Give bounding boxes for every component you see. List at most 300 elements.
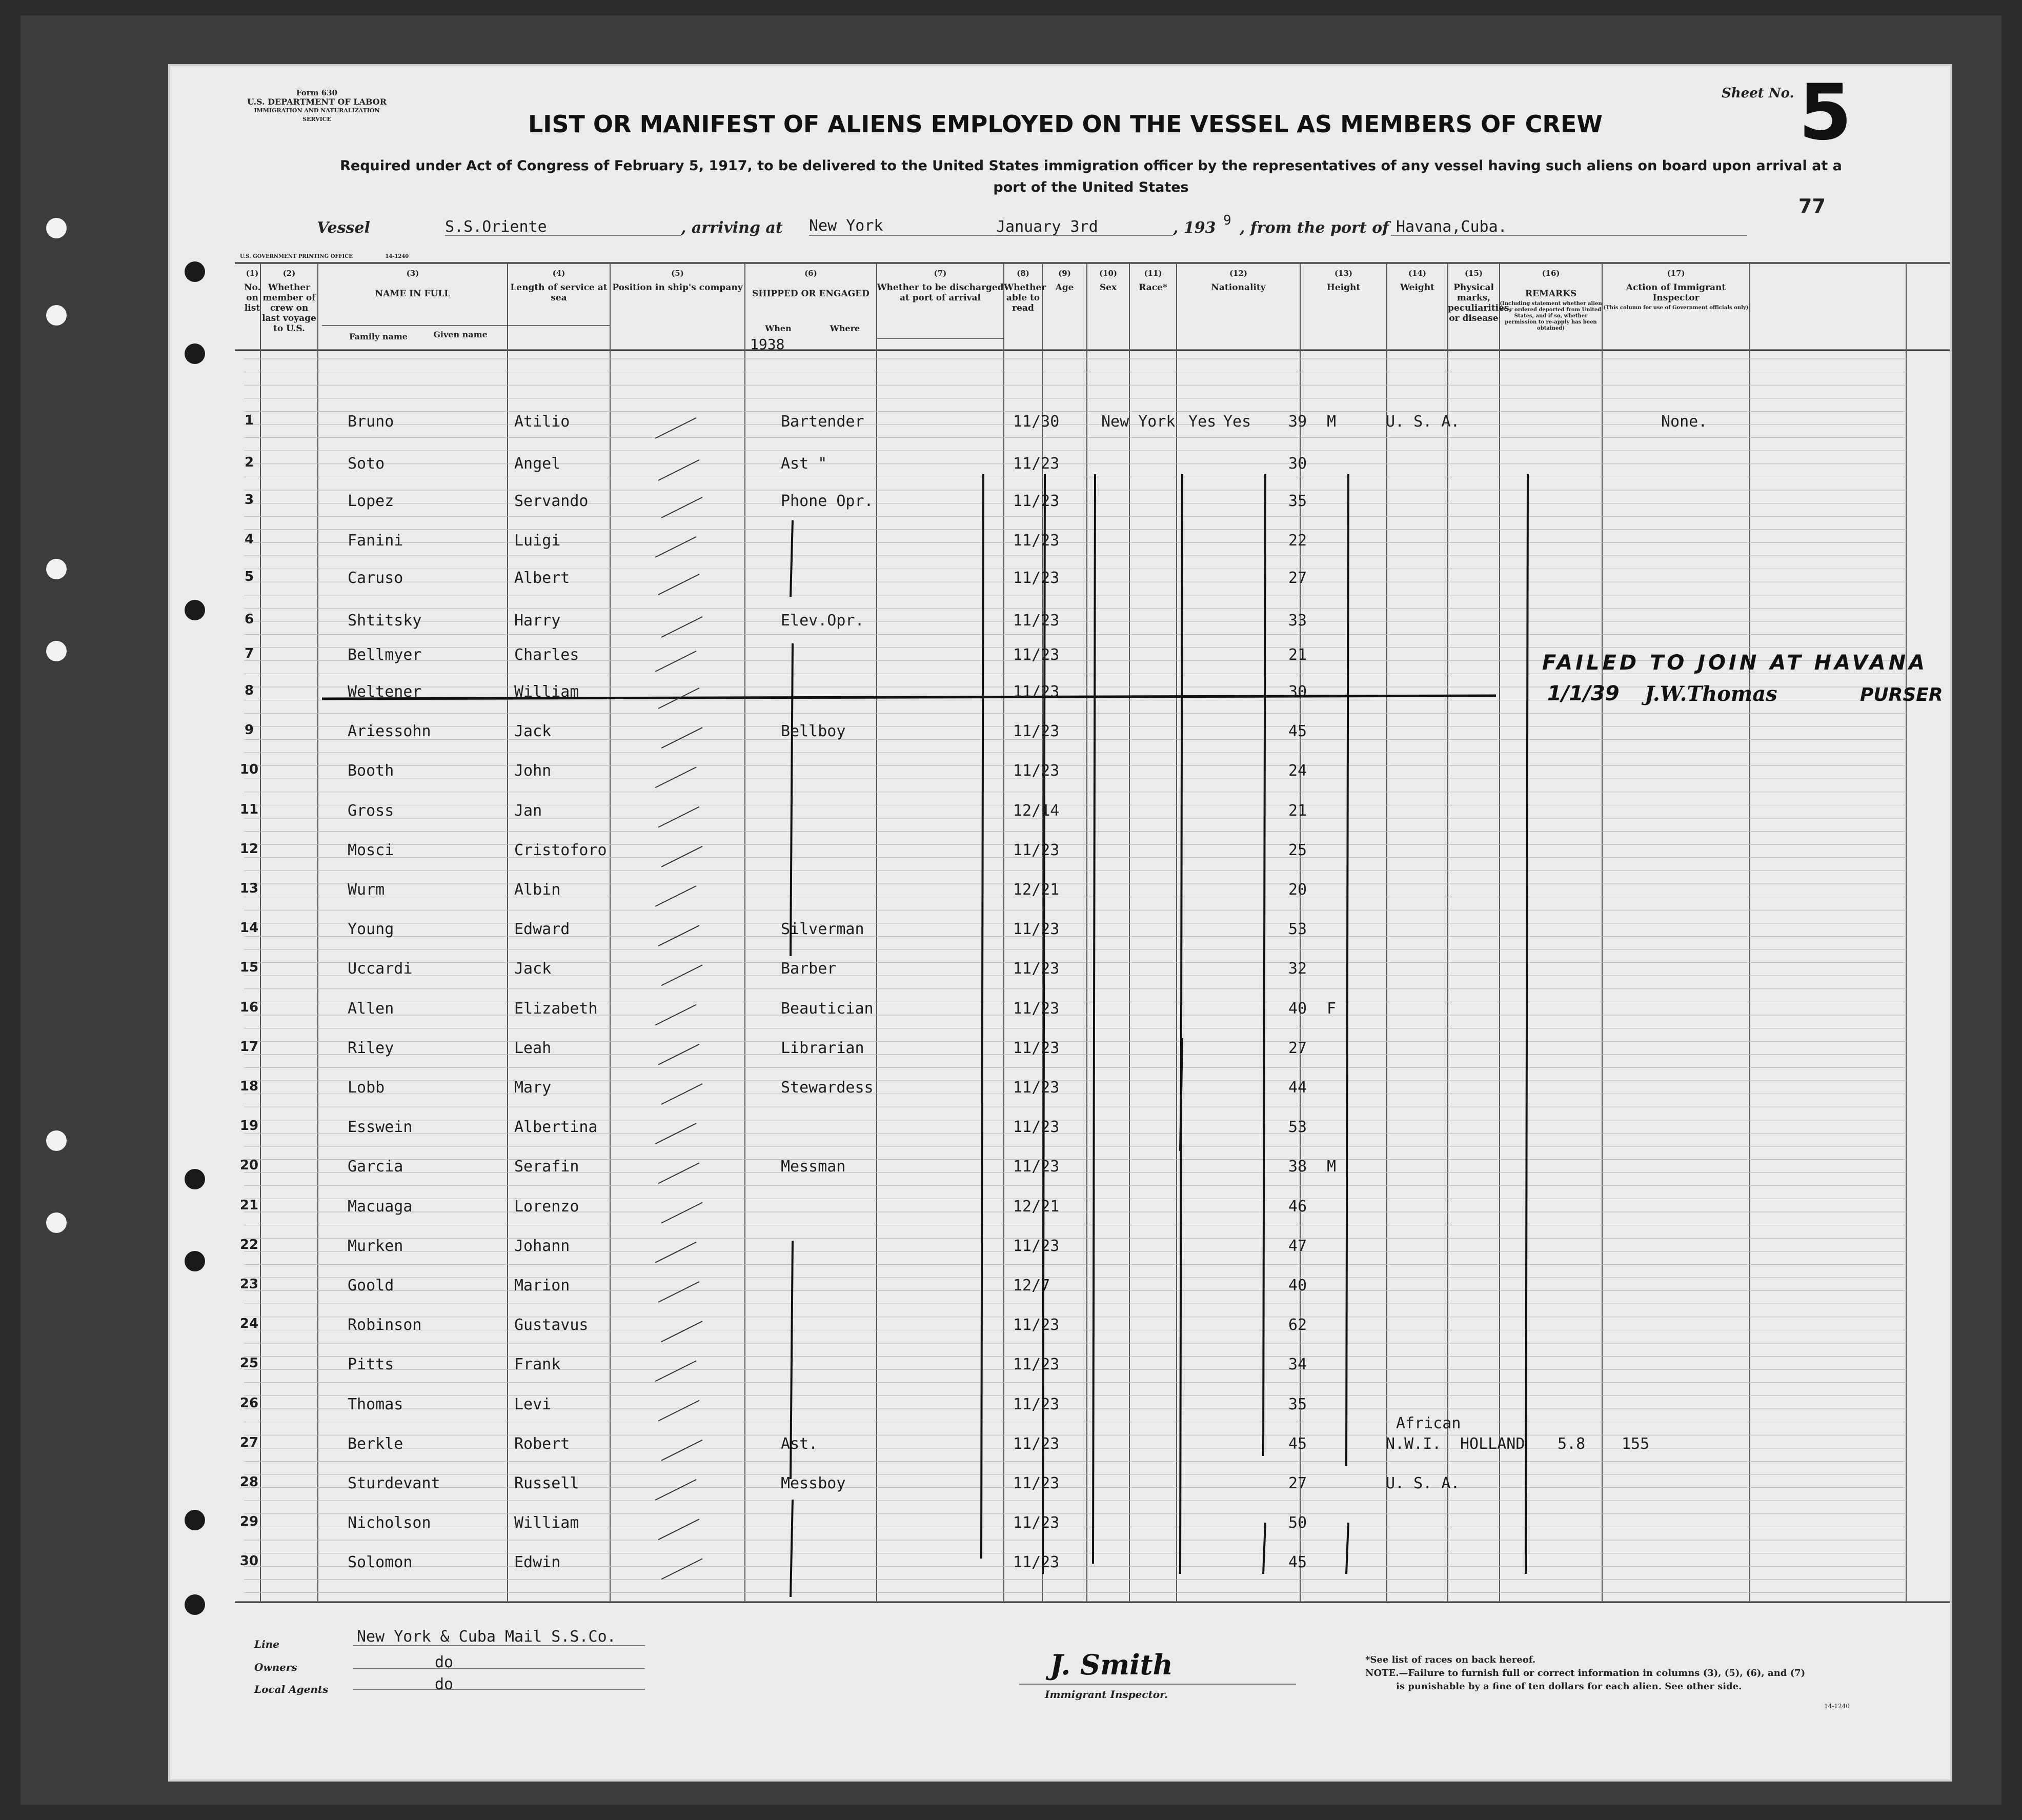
shipped-date: 11/23: [1013, 960, 1060, 978]
age: 21: [1288, 801, 1307, 820]
annotation-date: 1/1/39: [1547, 682, 1620, 705]
col-header-discharged: [877, 268, 1004, 303]
annotation-title: PURSER: [1860, 684, 1943, 705]
row-number: 5: [244, 569, 254, 584]
footer-note-1: *See list of races on back hereof.: [1365, 1654, 1536, 1665]
table-row: [168, 920, 1952, 951]
given-name: Lorenzo: [514, 1197, 579, 1216]
sex: F: [1327, 999, 1337, 1018]
col-header-last-voyage: [260, 268, 318, 334]
form-number: Form 630: [296, 88, 338, 97]
age: 25: [1288, 841, 1307, 859]
family-name: Lobb: [348, 1079, 385, 1097]
footer-notes: [1365, 1653, 1805, 1693]
annotation-line-1: FAILED TO JOIN AT HAVANA: [1542, 651, 1928, 675]
punch-hole: [185, 343, 205, 364]
physical-marks: None.: [1661, 413, 1708, 431]
age: 24: [1288, 762, 1307, 780]
shipped-date: 12/7: [1013, 1277, 1050, 1295]
col-header-weight-label: Weight: [1400, 282, 1435, 293]
table-row: [168, 1118, 1952, 1149]
given-name: Jack: [514, 722, 552, 741]
row-number: 21: [239, 1197, 259, 1213]
col-header-service-label: Length of service at sea: [510, 282, 608, 303]
family-name: Caruso: [348, 569, 403, 587]
family-name: Esswein: [348, 1118, 413, 1137]
sheet-number: 5: [1798, 68, 1852, 157]
given-name: Albert: [514, 569, 570, 587]
race-note: African: [1396, 1414, 1461, 1432]
age: 46: [1288, 1197, 1307, 1216]
col-header-age-number: (9): [1058, 269, 1071, 278]
shipped-date: 11/23: [1013, 455, 1060, 473]
discharged-flag: Yes: [1188, 413, 1217, 431]
given-name-header: Given name: [433, 330, 488, 339]
family-name: Bellmyer: [348, 646, 422, 664]
given-name: Cristoforo: [514, 841, 607, 859]
ship-position: Barber: [781, 960, 837, 978]
age: 34: [1288, 1356, 1307, 1374]
age: 47: [1288, 1237, 1307, 1255]
punch-hole: [185, 1510, 205, 1530]
row-number: 18: [239, 1079, 259, 1094]
col-header-nationality: [1177, 268, 1300, 293]
col-header-nationality-label: Nationality: [1211, 282, 1266, 293]
table-row: [168, 1316, 1952, 1347]
age: 35: [1288, 492, 1307, 510]
ship-position: Phone Opr.: [781, 492, 874, 510]
given-name: William: [514, 1514, 579, 1532]
age: 45: [1288, 1553, 1307, 1572]
ship-position: Messboy: [781, 1474, 846, 1492]
col-header-service-number: (4): [552, 269, 565, 278]
family-name: Sturdevant: [348, 1474, 440, 1492]
row-number: 10: [239, 762, 259, 778]
col-header-sex-label: Sex: [1099, 282, 1117, 293]
table-row: [168, 612, 1952, 642]
col-header-shipped-number: (6): [804, 269, 817, 278]
row-number: 30: [239, 1553, 259, 1569]
shipped-date: 11/23: [1013, 532, 1060, 550]
col-header-remarks-number: (16): [1542, 269, 1560, 278]
col-header-shipped: [745, 268, 877, 299]
printing-code: 14-1240: [385, 254, 409, 259]
col-header-height-number: (13): [1334, 269, 1353, 278]
row-number: 22: [239, 1237, 259, 1252]
table-row: [168, 532, 1952, 562]
age: 20: [1288, 881, 1307, 899]
family-name: Nicholson: [348, 1514, 431, 1532]
row-number: 27: [239, 1434, 259, 1450]
age: 44: [1288, 1079, 1307, 1097]
col-header-sex: [1087, 268, 1129, 293]
able-to-read: Yes: [1223, 413, 1251, 431]
family-name: Bruno: [348, 413, 394, 431]
shipped-date: 11/23: [1013, 841, 1060, 859]
shipped-date: 11/23: [1013, 1158, 1060, 1176]
shipped-date: 11/23: [1013, 1237, 1060, 1255]
ship-position: Stewardess: [781, 1079, 874, 1097]
when-header: When: [765, 323, 792, 333]
printing-office: [240, 254, 409, 259]
given-name: Frank: [514, 1356, 561, 1374]
shipped-date: 11/23: [1013, 1356, 1060, 1374]
row-number: 14: [239, 920, 259, 936]
shipped-date: 11/23: [1013, 1434, 1060, 1453]
row-number: 2: [244, 455, 254, 470]
table-row: [168, 1277, 1952, 1307]
given-name: John: [514, 762, 552, 780]
age: 32: [1288, 960, 1307, 978]
ship-position: Messman: [781, 1158, 846, 1176]
given-name: Albin: [514, 881, 561, 899]
subtitle-line-2: port of the United States: [993, 179, 1189, 195]
year-digit: 9: [1223, 213, 1231, 228]
ship-position: Bartender: [781, 413, 864, 431]
col-header-age-label: Age: [1055, 282, 1074, 293]
race: N.W.I.: [1386, 1434, 1442, 1453]
row-number: 29: [239, 1514, 259, 1530]
col-header-discharged-label: Whether to be discharged at port of arrival: [877, 282, 1004, 303]
family-name: Weltener: [348, 683, 422, 701]
col-header-age: [1042, 268, 1087, 293]
table-row: [168, 802, 1952, 833]
family-name: Lopez: [348, 492, 394, 510]
col-header-height: [1300, 268, 1387, 293]
col-header-remarks-label: REMARKS: [1525, 289, 1577, 299]
row-number: 3: [244, 492, 254, 508]
given-name: Albertina: [514, 1118, 598, 1137]
table-row: [168, 569, 1952, 600]
family-name: Pitts: [348, 1356, 394, 1374]
col-header-no-label: No. on list: [244, 282, 261, 313]
family-name: Garcia: [348, 1158, 403, 1176]
row-number: 20: [239, 1158, 259, 1174]
given-name: Serafin: [514, 1158, 579, 1176]
given-name: Levi: [514, 1395, 552, 1413]
row-number: 8: [244, 683, 254, 698]
col-header-weight: [1387, 268, 1448, 293]
col-header-position: [610, 268, 745, 293]
age: 27: [1288, 1474, 1307, 1492]
age: 45: [1288, 1434, 1307, 1453]
given-name: Luigi: [514, 532, 561, 550]
family-name: Ariessohn: [348, 722, 431, 741]
form-subtitle: [250, 155, 1932, 198]
shipped-date: 12/21: [1013, 1197, 1060, 1216]
age: 40: [1288, 999, 1307, 1018]
age: 27: [1288, 1039, 1307, 1057]
col-header-name-label: NAME IN FULL: [375, 289, 451, 299]
sex: M: [1327, 1158, 1337, 1176]
shipped-date: 11/23: [1013, 1079, 1060, 1097]
age: 30: [1288, 455, 1307, 473]
family-name: Wurm: [348, 881, 385, 899]
given-name: William: [514, 683, 579, 701]
shipped-date: 11/23: [1013, 612, 1060, 630]
row-number: 28: [239, 1474, 259, 1490]
row-number: 6: [244, 612, 254, 627]
race: U. S. A.: [1386, 1474, 1460, 1492]
height: 5.8: [1558, 1434, 1586, 1453]
table-row: [168, 1514, 1952, 1545]
family-name: Uccardi: [348, 960, 413, 978]
year-prefix: , 193: [1173, 219, 1216, 237]
table-row: [168, 960, 1952, 990]
given-name: Jan: [514, 801, 542, 820]
age: 38: [1288, 1158, 1307, 1176]
given-name: Gustavus: [514, 1316, 589, 1334]
family-name: Murken: [348, 1237, 403, 1255]
col-header-nationality-number: (12): [1229, 269, 1248, 278]
age: 50: [1288, 1514, 1307, 1532]
ship-position: Ast ": [781, 455, 827, 473]
col-header-marks-label: Physical marks, peculiarities, or disease: [1448, 282, 1512, 323]
shipped-place: New York: [1101, 413, 1176, 431]
col-header-remarks: [1500, 268, 1602, 332]
table-row: [168, 1158, 1952, 1188]
col-header-race-number: (11): [1144, 269, 1162, 278]
age: 39: [1288, 413, 1307, 431]
form-title: LIST OR MANIFEST OF ALIENS EMPLOYED ON THE VESSEL AS MEMBERS OF CREW: [528, 110, 1603, 138]
col-header-service: [508, 268, 610, 303]
page-number: 77: [1798, 195, 1826, 217]
row-number: 19: [239, 1118, 259, 1134]
col-header-last-voyage-label: Whether member of crew on last voyage to U.S.: [262, 282, 316, 334]
table-row: [168, 1198, 1952, 1228]
col-header-name: [318, 268, 508, 299]
punch-hole: [185, 1251, 205, 1271]
age: 22: [1288, 532, 1307, 550]
table-row: [168, 1396, 1952, 1426]
col-header-discharged-number: (7): [934, 269, 947, 278]
shipped-date: 11/23: [1013, 646, 1060, 664]
col-header-name-number: (3): [406, 269, 419, 278]
table-row: [168, 722, 1952, 753]
family-name-header: Family name: [349, 332, 408, 341]
col-header-position-label: Position in ship's company: [612, 282, 743, 293]
given-name: Johann: [514, 1237, 570, 1255]
family-name: Shtitsky: [348, 612, 422, 630]
table-row: [168, 1000, 1952, 1030]
family-name: Young: [348, 920, 394, 939]
age: 30: [1288, 683, 1307, 701]
local-agents-label: Local Agents: [254, 1683, 329, 1695]
shipped-date: 11/23: [1013, 1118, 1060, 1137]
line-label: Line: [254, 1638, 279, 1650]
row-number: 1: [244, 413, 254, 428]
family-name: Thomas: [348, 1395, 403, 1413]
col-header-action-label: Action of Immigrant Inspector: [1626, 282, 1726, 303]
scan-background: [21, 15, 2001, 1805]
shipped-date: 11/23: [1013, 762, 1060, 780]
binder-hole: [46, 559, 67, 579]
from-port-label: , from the port of: [1240, 219, 1389, 237]
row-number: 17: [239, 1039, 259, 1055]
row-number: 15: [239, 960, 259, 976]
row-number: 24: [239, 1316, 259, 1332]
from-port: Havana,Cuba.: [1396, 218, 1507, 236]
col-header-weight-number: (14): [1408, 269, 1427, 278]
col-header-marks-number: (15): [1464, 269, 1483, 278]
shipped-date: 11/23: [1013, 1553, 1060, 1572]
punch-hole: [185, 261, 205, 282]
col-header-no: [244, 268, 260, 313]
binder-hole: [46, 1212, 67, 1233]
age: 45: [1288, 722, 1307, 741]
family-name: Booth: [348, 762, 394, 780]
given-name: Atilio: [514, 413, 570, 431]
given-name: Mary: [514, 1079, 552, 1097]
table-row: [168, 413, 1952, 443]
row-number: 23: [239, 1277, 259, 1292]
shipped-date: 12/14: [1013, 801, 1060, 820]
table-row: [168, 1414, 1952, 1466]
col-header-action-number: (17): [1667, 269, 1685, 278]
col-header-height-label: Height: [1326, 282, 1361, 293]
given-name: Edward: [514, 920, 570, 939]
shipped-date: 11/23: [1013, 920, 1060, 939]
table-row: [168, 762, 1952, 793]
inspector-label: Immigrant Inspector.: [1045, 1688, 1168, 1701]
col-header-read: [1004, 268, 1046, 313]
table-row: [168, 841, 1952, 872]
shipped-date: 11/23: [1013, 492, 1060, 510]
table-row: [168, 1474, 1952, 1505]
ship-position: Bellboy: [781, 722, 846, 741]
inspector-signature: J. Smith: [1050, 1648, 1173, 1681]
given-name: Charles: [514, 646, 579, 664]
service-name: IMMIGRATION AND NATURALIZATION SERVICE: [254, 107, 380, 123]
age: 21: [1288, 646, 1307, 664]
ship-position: Beautician: [781, 999, 874, 1018]
row-number: 9: [244, 722, 254, 738]
given-name: Elizabeth: [514, 999, 598, 1018]
punch-hole: [185, 1169, 205, 1189]
shipped-date: 11/23: [1013, 1514, 1060, 1532]
given-name: Marion: [514, 1277, 570, 1295]
given-name: Jack: [514, 960, 552, 978]
shipped-date: 11/23: [1013, 569, 1060, 587]
family-name: Goold: [348, 1277, 394, 1295]
binder-hole: [46, 218, 67, 238]
table-row: [168, 881, 1952, 912]
binder-hole: [46, 1130, 67, 1151]
col-header-read-label: Whether able to read: [1004, 282, 1046, 313]
col-header-remarks-note: (Including statement whether alien ever ordered deported from United States, and if so, whether permission to re-apply has been obtained): [1500, 301, 1602, 331]
given-name: Russell: [514, 1474, 579, 1492]
age: 27: [1288, 569, 1307, 587]
binder-hole: [46, 305, 67, 326]
row-number: 11: [239, 801, 259, 817]
footer-note-2: NOTE.—Failure to furnish full or correct information in columns (3), (5), (6), and (7): [1365, 1668, 1806, 1679]
family-name: Robinson: [348, 1316, 422, 1334]
shipped-date: 11/23: [1013, 722, 1060, 741]
ship-position: Ast.: [781, 1434, 818, 1453]
purser-signature: J.W.Thomas: [1645, 682, 1777, 706]
col-header-shipped-label: SHIPPED OR ENGAGED: [752, 289, 870, 299]
col-header-position-number: (5): [671, 269, 684, 278]
age: 53: [1288, 920, 1307, 939]
table-row: [168, 455, 1952, 486]
col-header-marks: [1448, 268, 1512, 323]
local-agents-value: do: [435, 1675, 454, 1693]
shipped-date: 12/21: [1013, 881, 1060, 899]
binder-hole: [46, 641, 67, 661]
shipped-date: 11/23: [1013, 683, 1060, 701]
age: 62: [1288, 1316, 1307, 1334]
family-name: Solomon: [348, 1553, 413, 1572]
table-row: [168, 1079, 1952, 1109]
arrival-date: January 3rd: [996, 218, 1098, 236]
col-header-last-voyage-number: (2): [282, 269, 296, 278]
shipped-date: 11/23: [1013, 1039, 1060, 1057]
manifest-sheet: [168, 64, 1952, 1782]
col-header-race-label: Race*: [1139, 282, 1167, 293]
punch-hole: [185, 1594, 205, 1615]
table-row: [168, 1356, 1952, 1386]
vessel-name: S.S.Oriente: [445, 218, 547, 236]
weight: 155: [1622, 1434, 1650, 1453]
row-number: 16: [239, 999, 259, 1015]
race: U. S. A.: [1386, 413, 1460, 431]
family-name: Fanini: [348, 532, 403, 550]
age: 40: [1288, 1277, 1307, 1295]
given-name: Servando: [514, 492, 589, 510]
ship-position: Librarian: [781, 1039, 864, 1057]
row-number: 12: [239, 841, 259, 857]
col-header-action-note: (This column for use of Government officials only): [1603, 305, 1749, 311]
family-name: Soto: [348, 455, 385, 473]
family-name: Gross: [348, 801, 394, 820]
ship-position: Silverman: [781, 920, 864, 939]
owners-value: do: [435, 1653, 454, 1671]
family-name: Macuaga: [348, 1197, 413, 1216]
line-value: New York & Cuba Mail S.S.Co.: [357, 1628, 616, 1646]
table-row: [168, 1039, 1952, 1070]
shipped-date: 11/23: [1013, 1316, 1060, 1334]
arriving-label: , arriving at: [681, 219, 783, 237]
punch-hole: [185, 600, 205, 620]
shipped-date: 11/23: [1013, 1395, 1060, 1413]
row-number: 13: [239, 881, 259, 896]
col-header-race: [1129, 268, 1177, 293]
given-name: Angel: [514, 455, 561, 473]
family-name: Berkle: [348, 1434, 403, 1453]
printing-office-name: U.S. GOVERNMENT PRINTING OFFICE: [240, 254, 353, 259]
owners-label: Owners: [254, 1661, 297, 1673]
row-number: 25: [239, 1356, 259, 1371]
where-header: Where: [830, 323, 860, 333]
row-number: 26: [239, 1395, 259, 1411]
ship-position: Elev.Opr.: [781, 612, 864, 630]
row-number: 4: [244, 532, 254, 547]
shipped-date: 11/23: [1013, 999, 1060, 1018]
table-row: [168, 1553, 1952, 1584]
given-name: Harry: [514, 612, 561, 630]
col-header-action: [1602, 268, 1750, 311]
col-header-no-number: (1): [246, 269, 259, 278]
age: 33: [1288, 612, 1307, 630]
given-name: Edwin: [514, 1553, 561, 1572]
age: 35: [1288, 1395, 1307, 1413]
family-name: Riley: [348, 1039, 394, 1057]
sheet-label: Sheet No.: [1722, 86, 1794, 101]
age: 53: [1288, 1118, 1307, 1137]
sex: M: [1327, 413, 1337, 431]
nationality: HOLLAND: [1460, 1434, 1525, 1453]
family-name: Mosci: [348, 841, 394, 859]
